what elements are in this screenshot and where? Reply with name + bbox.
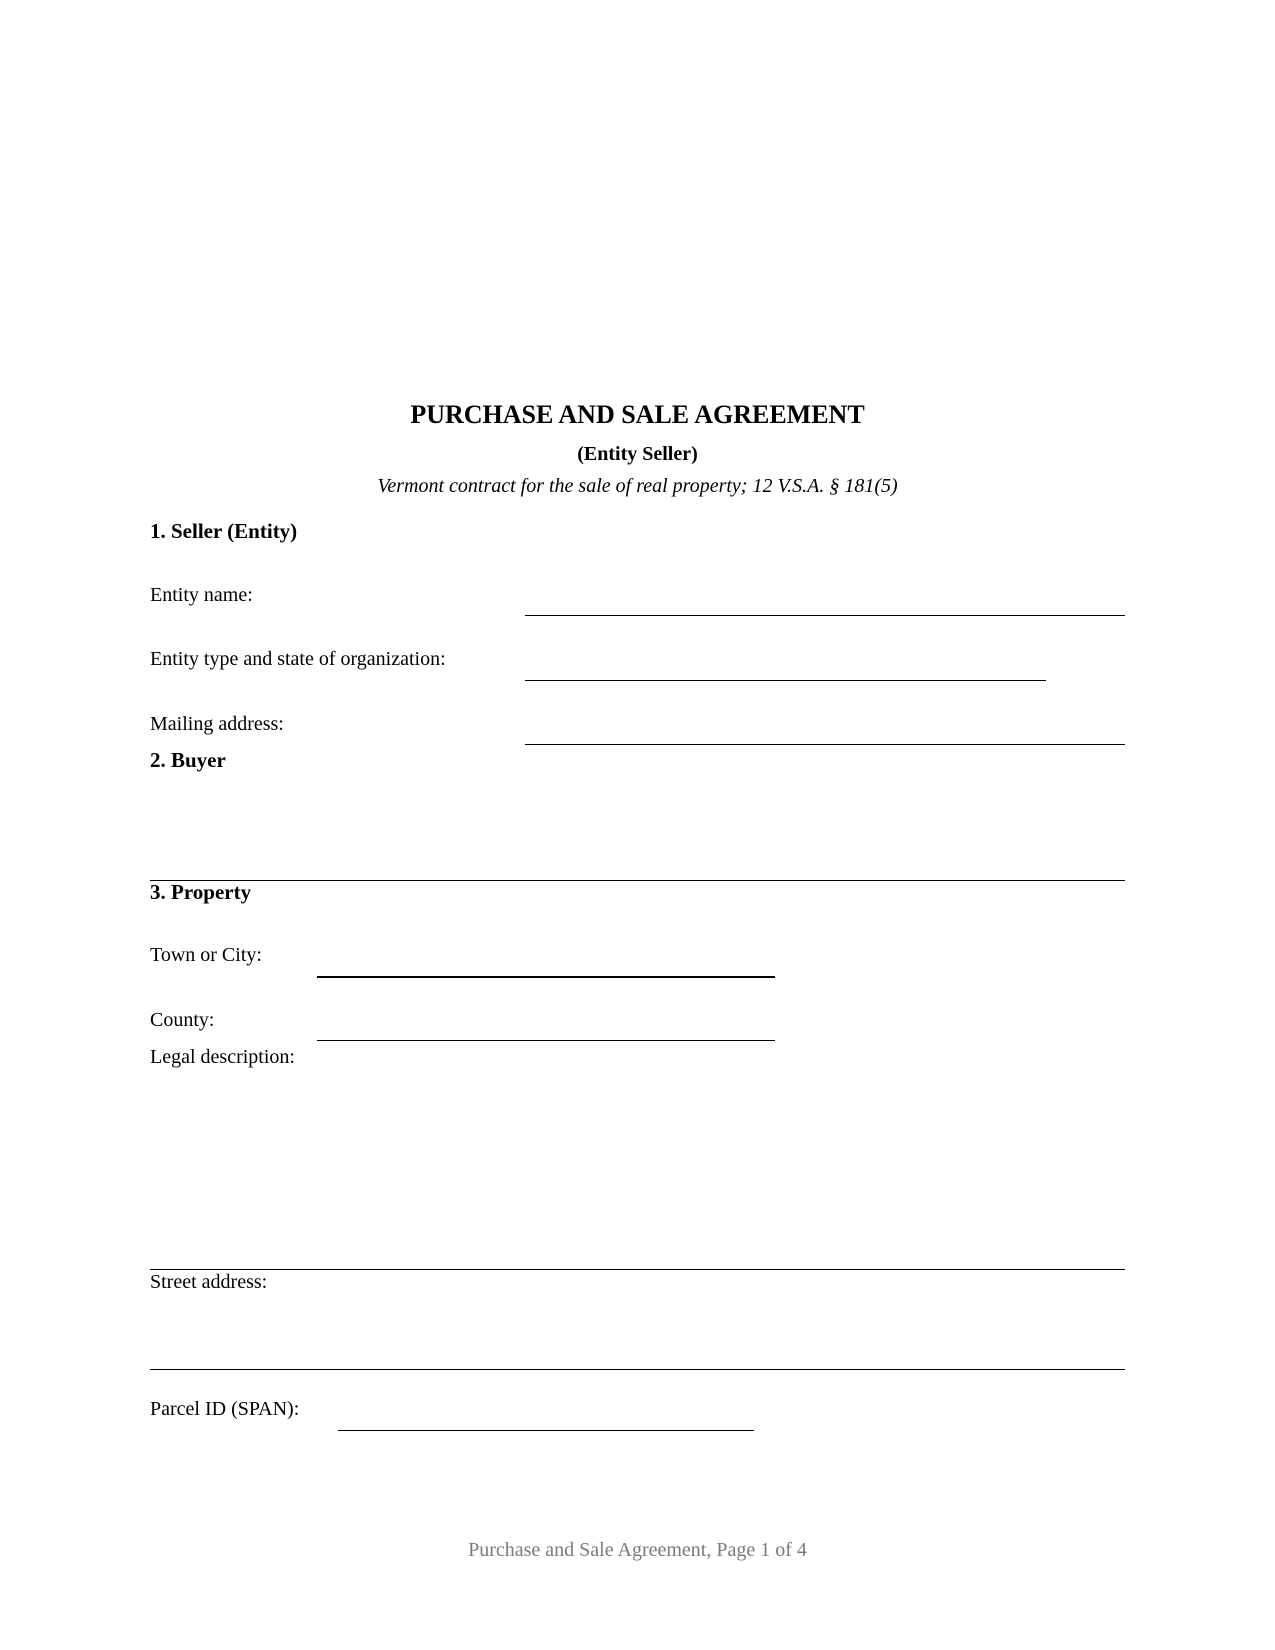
town-field[interactable] <box>317 976 775 978</box>
page-footer: Purchase and Sale Agreement, Page 1 of 4 <box>468 1539 807 1561</box>
street-address-field[interactable] <box>150 1369 1125 1370</box>
document-title: PURCHASE AND SALE AGREEMENT <box>410 400 865 429</box>
document-subtitle: (Entity Seller) <box>577 443 698 465</box>
entity-type-field[interactable] <box>525 680 1046 681</box>
entity-name-label: Entity name: <box>150 584 253 606</box>
county-field[interactable] <box>317 1040 775 1041</box>
entity-type-label: Entity type and state of organization: <box>150 648 446 670</box>
parcel-id-label: Parcel ID (SPAN): <box>150 1398 300 1420</box>
mailing-address-label: Mailing address: <box>150 713 284 735</box>
section-heading-property: 3. Property <box>150 880 252 904</box>
section-heading-seller: 1. Seller (Entity) <box>150 519 298 543</box>
county-label: County: <box>150 1009 215 1031</box>
section-heading-buyer: 2. Buyer <box>150 748 226 772</box>
parcel-id-field[interactable] <box>338 1430 754 1431</box>
buyer-field[interactable] <box>150 880 1125 881</box>
entity-name-field[interactable] <box>525 615 1125 616</box>
town-label: Town or City: <box>150 944 262 966</box>
statute-citation: Vermont contract for the sale of real property; 12 V.S.A. § 181(5) <box>377 475 898 497</box>
street-address-label: Street address: <box>150 1271 268 1293</box>
legal-description-field[interactable] <box>150 1269 1125 1270</box>
mailing-address-field[interactable] <box>525 744 1125 745</box>
legal-description-label: Legal description: <box>150 1046 295 1068</box>
